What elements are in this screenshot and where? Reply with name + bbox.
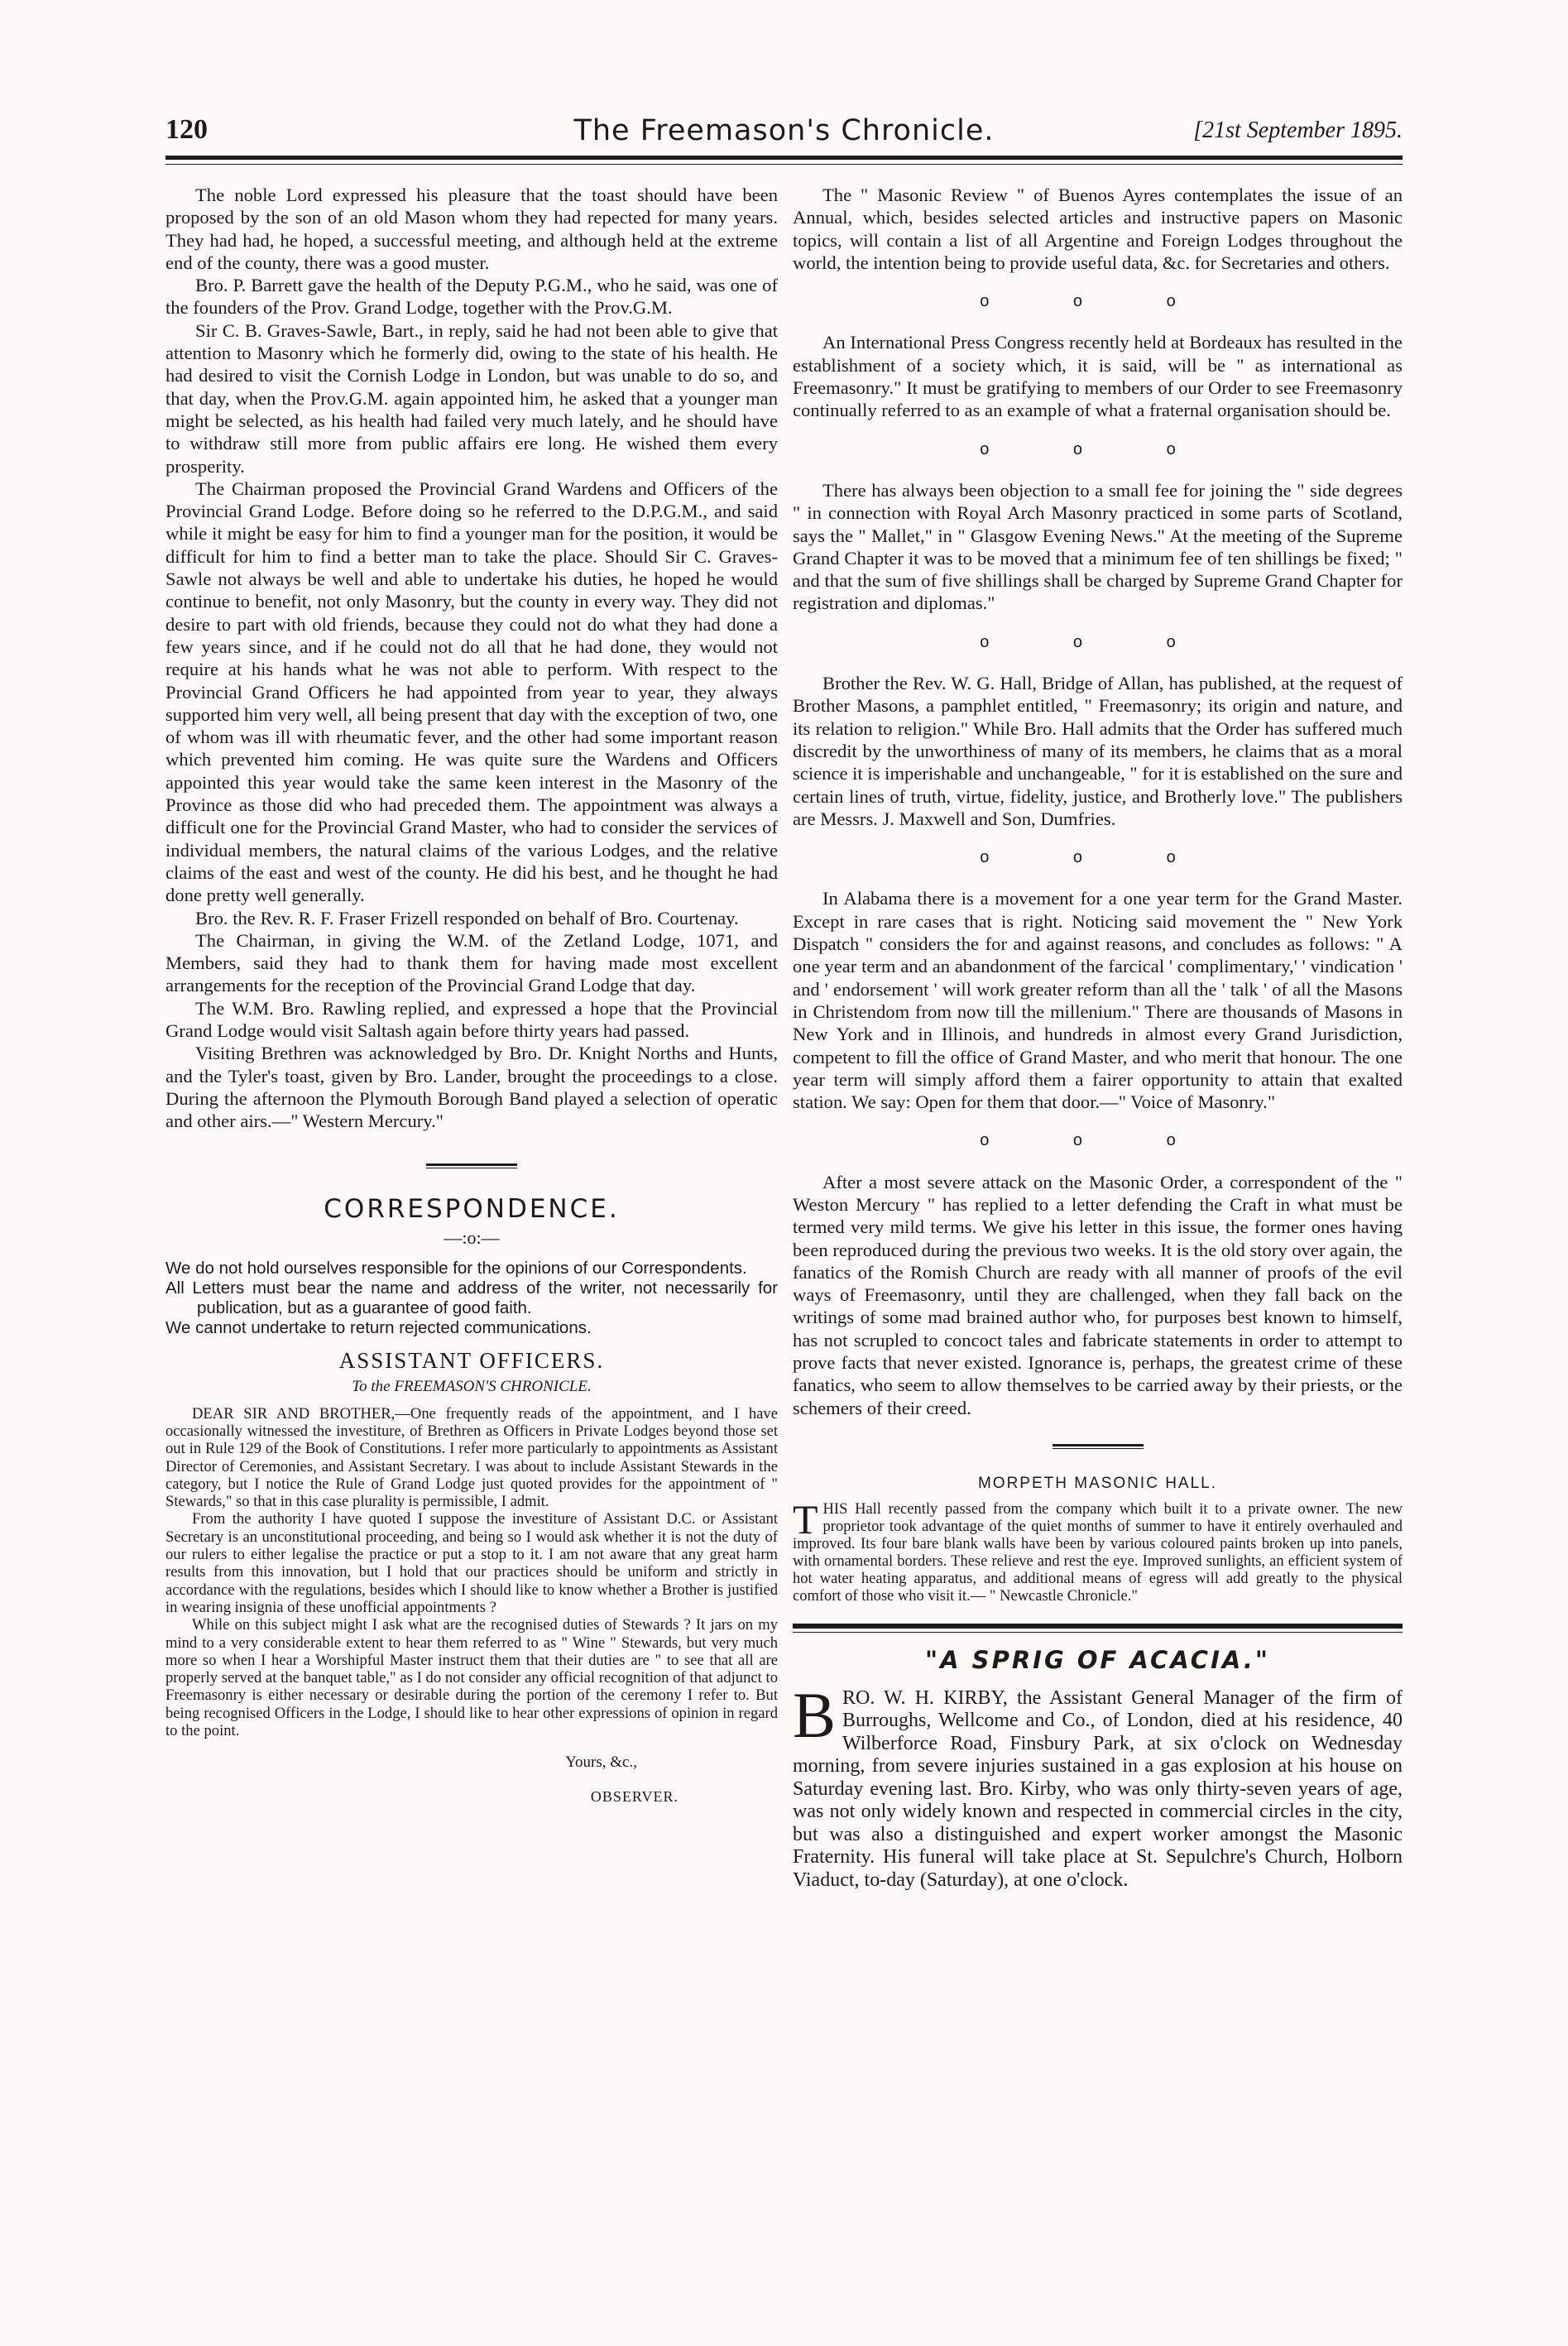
drop-cap: T (793, 1496, 818, 1543)
issue-date: [21st September 1895. (1193, 118, 1403, 143)
morpeth-text: HIS Hall recently passed from the company which built it to a private owner. The new proprietor took advantage of the quiet months of summer to have it entirely overhauled and improved. Its four bare blank walls have been by various coloured paints broken up into panels, with ornamental borders. These relieve and rest the eye. Improved sunlights, an efficient system of hot water heating apparatus, and additional means of egress will add greatly to the physical comfort of those who visit it.— " Newcastle Chronicle." (793, 1501, 1403, 1605)
correspondence-heading: CORRESPONDENCE. (324, 1194, 620, 1225)
letter-signature: OBSERVER. (590, 1787, 679, 1805)
letter-paragraph: DEAR SIR AND BROTHER,—One frequently reads of the appointment, and I have occasionally witnessed the investiture, of Brethren as Officers in Private Lodges beyond those set out in Rule 129 of the Book of Constitutions. I refer more particularly to appointments as Assistant Director of Ceremonies, and Assistant Secretary. I was about to include Assistant Stewards in the category, but I notice the Rule of Grand Lodge just quoted provides for the appointment of " Stewards," so that in this case plurality is permissible, I admit. (165, 1404, 778, 1511)
header-rule-thin (165, 164, 1403, 165)
section-divider (1053, 1444, 1144, 1449)
article-paragraph: In Alabama there is a movement for a one year term for the Grand Master. Except in rare cases that is right. Noticing said movement the " New York Dispatch " considers the for and against reasons, and concludes as follows: " A one year term and an abandonment of the farcical ' complimentary,' ' vindication ' and ' endorsement ' will work greater reform than all the ' talk ' of all the Masons in Christendom from now till the millenium." There are thousands of Masons in New York and in Illinois, and hundreds in almost every Grand Jurisdiction, competent to fill the office of Grand Master, and who merit that honour. The one year term will simply afford them a fairer opportunity to attain that exalted station. We say: Open for them that door.—" Voice of Masonry." (793, 888, 1403, 1113)
section-divider (426, 1163, 517, 1168)
notice-line: We do not hold ourselves responsible for the opinions of our Correspondents. (165, 1259, 747, 1279)
article-paragraph: After a most severe attack on the Masonic Order, a correspondent of the " Weston Mercury " has replied to a letter defending the Craft in what must be termed very mild terms. We give his letter in this issue, the former ones having been reproduced during the previous two weeks. It is the old story over again, the fanatics of the Romish Church are ready with all manner of proofs of the evil ways of Freemasonry, until they are challenged, when they fall back on the writings of some mad brained author who, for purposes best known to himself, has not scrupled to concoct tales and fabricate statements in order to attempt to prove facts that never existed. Ignorance is, perhaps, the greatest crime of these fanatics, who seem to allow themselves to be carried away by their priests, or the schemers of their creed. (793, 1171, 1403, 1418)
article-paragraph: An International Press Congress recently held at Bordeaux has resulted in the establishment of a society which, it is said, will be " as international as Freemasonry." It must be gratifying to members of our Order to see Freemasonry continually referred to as an example of what a fraternal organisation should be. (793, 332, 1403, 421)
correspondence-notice (165, 1259, 778, 1338)
letter-heading: ASSISTANT OFFICERS. (338, 1348, 605, 1374)
article-paragraph: The Chairman proposed the Provincial Grand Wardens and Officers of the Provincial Grand Lodge. Before doing so he referred to the D.P.G.M., and said while it might be easy for him to find a younger man for the position, it would be difficult for him to find a better man to take the place. Should Sir C. Graves-Sawle not always be well and able to undertake his duties, he hoped he would continue to benefit, not only Masonry, but the county in every way. They did not desire to part with old friends, because they could not do what they had done a few years since, and if he could not do all that he had done, they would not require at his hands what he was not able to perform. With respect to the Provincial Grand Officers he had appointed from year to year, they always supported him very well, all being present that day with the exception of two, one of whom was ill with rheumatic fever, and the other had some important reason which prevented him coming. He was quite sure the Wardens and Officers appointed this year would take the same keen interest in the Masonry of the Province as those did who had preceded them. The appointment was always a difficult one for the Provincial Grand Master, who had to consider the services of individual members, the natural claims of the various Lodges, and the relative claims of the east and west of the county. He did his best, and he thought he had done pretty well generally. (165, 477, 778, 906)
sprig-text: RO. W. H. KIRBY, the Assistant General Manager of the firm of Burroughs, Wellcome and Co., of London, died at his residence, 40 Wilberforce Road, Finsbury Park, at six o'clock on Wednesday morning, from severe injuries sustained in a gas explosion at his house on Saturday evening last. Bro. Kirby, who was only thirty-seven years of age, was not only widely known and respected in commercial circles in the city, but was also a distinguished and expert worker amongst the Masonic Fraternity. His funeral will take place at St. Sepulchre's Church, Holborn Viaduct, to-day (Saturday), at one o'clock. (793, 1686, 1403, 1891)
letter-paragraph: From the authority I have quoted I suppose the investiture of Assistant D.C. or Assistant Secretary is an unconstitutional proceeding, and being so I would ask whether it is not the duty of our rulers to either legalise the practice or put a stop to it. I am not aware that any great harm results from this innovation, but I hold that our practices should be uniform and strictly in accordance with the regulations, besides which I should like to know whether a Brother is justified in wearing insignia of these unofficial appointments ? (165, 1510, 778, 1616)
article-paragraph: The Chairman, in giving the W.M. of the Zetland Lodge, 1071, and Members, said they had to thank them for having made most excellent arrangements for the reception of the Provincial Grand Lodge that day. (165, 929, 778, 996)
paragraph-separator: o o o (980, 632, 1216, 651)
page-header (165, 114, 1403, 159)
article-paragraph: The " Masonic Review " of Buenos Ayres contemplates the issue of an Annual, which, besides selected articles and instructive papers on Masonic topics, will contain a list of all Argentine and Foreign Lodges throughout the world, the intention being to provide useful data, &c. for Secretaries and others. (793, 185, 1403, 273)
letter-paragraph: While on this subject might I ask what are the recognised duties of Stewards ? It jars on my mind to a very considerable extent to hear them referred to as " Wine " Stewards, but very much more so when I hear a Worshipful Master instruct them that their duties are " to see that all are properly served at the banquet table," as I do not consider any official recognition of that adjunct to Freemasonry is either necessary or desirable during the portion of the ceremony I refer to. But being recognised Officers in the Lodge, I should like to hear other expressions of opinion in regard to the point. (165, 1616, 778, 1739)
notice-line: We cannot undertake to return rejected communications. (165, 1318, 592, 1338)
sprig-article (793, 1678, 1403, 1893)
drop-cap: B (793, 1678, 837, 1751)
right-column (793, 184, 1403, 1892)
ornament-mark: —:o:— (444, 1226, 500, 1248)
letter-body (165, 1405, 778, 1740)
letter-sign-off: Yours, &c., (565, 1754, 637, 1772)
morpeth-heading: MORPETH MASONIC HALL. (977, 1474, 1218, 1492)
sprig-heading: "A SPRIG OF ACACIA." (925, 1646, 1270, 1675)
letter-addressee: To the FREEMASON'S CHRONICLE. (352, 1378, 592, 1396)
paragraph-separator: o o o (980, 848, 1216, 867)
left-column (165, 184, 778, 1808)
morpeth-article (793, 1496, 1403, 1605)
page-number: 120 (165, 114, 208, 145)
article-paragraph: The noble Lord expressed his pleasure that the toast should have been proposed by the son of an old Mason whom they had repected for many years. They had had, he hoped, a successful meeting, and although held at the extreme end of the county, there was a good muster. (165, 185, 778, 273)
header-rule-thick (165, 156, 1403, 160)
thin-rule (793, 1632, 1403, 1633)
paragraph-separator: o o o (980, 292, 1216, 311)
article-paragraph: Bro. the Rev. R. F. Fraser Frizell responded on behalf of Bro. Courtenay. (195, 907, 739, 928)
heavy-rule (793, 1624, 1403, 1629)
article-paragraph: There has always been objection to a small fee for joining the " side degrees " in connection with Royal Arch Masonry practiced in some parts of Scotland, says the " Mallet," in " Glasgow Evening News." At the meeting of the Supreme Grand Chapter it was to be moved that a minimum fee of ten shillings be fixed; " and that the sum of five shillings shall be charged by Supreme Grand Chapter for registration and diplomas." (793, 479, 1403, 614)
paragraph-separator: o o o (980, 1131, 1216, 1150)
article-paragraph: Brother the Rev. W. G. Hall, Bridge of Allan, has published, at the request of Brother Masons, a pamphlet entitled, " Freemasonry; its origin and nature, and its relation to religion." While Bro. Hall admits that the Order has suffered much discredit by the unworthiness of many of its members, he claims that as a moral science it is imperishable and unchangeable, " for it is established on the sure and certain lines of truth, virtue, fidelity, justice, and Brotherly love." The publishers are Messrs. J. Maxwell and Son, Dumfries. (793, 673, 1403, 829)
paragraph-separator: o o o (980, 439, 1216, 458)
masthead-title: The Freemason's Chronicle. (573, 114, 995, 147)
notice-line: All Letters must bear the name and address of the writer, not necessarily for publication, but as a guarantee of good faith. (165, 1279, 778, 1318)
article-paragraph: The W.M. Bro. Rawling replied, and expressed a hope that the Provincial Grand Lodge would visit Saltash again before thirty years had passed. (165, 997, 778, 1041)
article-paragraph: Visiting Brethren was acknowledged by Bro. Dr. Knight Norths and Hunts, and the Tyler's toast, given by Bro. Lander, brought the proceedings to a close. During the afternoon the Plymouth Borough Band played a selection of operatic and other airs.—" Western Mercury." (165, 1043, 778, 1132)
article-paragraph: Bro. P. Barrett gave the health of the Deputy P.G.M., who he said, was one of the founders of the Prov. Grand Lodge, together with the Prov.G.M. (165, 275, 778, 319)
article-paragraph: Sir C. B. Graves-Sawle, Bart., in reply, said he had not been able to give that attention to Masonry which he formerly did, owing to the state of his health. He had desired to visit the Cornish Lodge in London, but was unable to do so, and that day, when the Prov.G.M. again appointed him, he asked that a younger man might be selected, as his health had failed very much lately, and he should have to withdraw still more from public affairs ere long. He wished them every prosperity. (165, 319, 778, 477)
